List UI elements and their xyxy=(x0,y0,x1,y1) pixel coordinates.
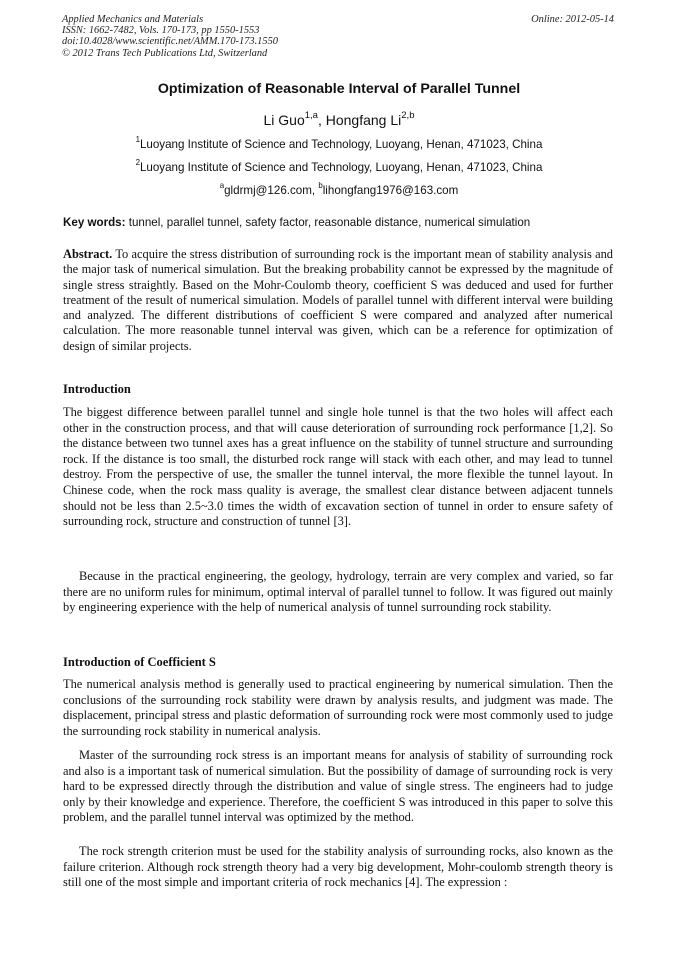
issn-line: ISSN: 1662-7482, Vols. 170-173, pp 1550-1553 xyxy=(62,25,260,37)
email-a[interactable]: gldrmj@126.com, xyxy=(224,184,319,197)
paper-title: Optimization of Reasonable Interval of Parallel Tunnel xyxy=(157,81,521,97)
email-b[interactable]: lihongfang1976@163.com xyxy=(322,184,459,197)
affiliation-1-text: Luoyang Institute of Science and Technology, Luoyang, Henan, 471023, China xyxy=(139,138,543,151)
affiliation-1-mark: 1 xyxy=(135,135,140,145)
abstract-label: Abstract. xyxy=(63,247,113,261)
coefficient-paragraph-1: The numerical analysis method is generally used to practical engineering by numerical simulation. Then the conclusions of the surrounding rock stability were drawn by analysis results, and judgment was made. The displacement, principal stress and plastic deformation of surrounding rock were most commonly used to judge the surrounding rock stability in numerical analysis. xyxy=(63,677,613,738)
author-1-affiliation-mark: 1,a xyxy=(304,110,318,122)
email-line xyxy=(0,181,678,197)
affiliation-1 xyxy=(0,135,678,151)
author-2: Hongfang Li xyxy=(325,112,402,128)
email-b-mark: b xyxy=(318,181,323,191)
author-separator: , xyxy=(317,112,326,128)
introduction-paragraph-1: The biggest difference between parallel tunnel and single hole tunnel is that the two holes will affect each other in the construction process, and that will cause deterioration of surrounding rock performance [1,2]. So the distance between two tunnel axes has a great influence on the stability of tunnel structure and surrounding rock. If the distance is too small, the disturbed rock range will stack with each other, and may lead to tunnel destroy. From the perspective of use, the smaller the tunnel interval, the more flexible the tunnel layout. In Chinese code, when the rock mass quality is average, the smallest clear distance between adjacent tunnels should not be less than 2.5~3.0 times the width of excavation section of tunnel in order to ensure safety of surrounding rock, structure and construction of tunnel [3]. xyxy=(63,405,613,529)
coefficient-heading: Introduction of Coefficient S xyxy=(63,655,216,669)
affiliation-2-text: Luoyang Institute of Science and Technology, Luoyang, Henan, 471023, China xyxy=(139,161,543,174)
abstract-text: To acquire the stress distribution of surrounding rock is the important mean of stability analysis and the major task of numerical simulation. But the breaking probability cannot be expressed by the magnitude of single stress straightly. Based on the Mohr-Coulomb theory, coefficient S was deduced and used for further treatment of the result of numerical simulation. Models of parallel tunnel with different interval were building and analyzed. The different distributions of coefficient S were compared and analyzed after numerical calculation. The more reasonable tunnel interval was given, which can be a reference for optimization of design of similar projects. xyxy=(63,247,613,353)
doi-line: doi:10.4028/www.scientific.net/AMM.170-173.1550 xyxy=(62,36,278,48)
email-a-mark: a xyxy=(219,181,225,191)
coefficient-paragraph-3: The rock strength criterion must be used for the stability analysis of surrounding rocks, also known as the failure criterion. Although rock strength theory had a very big development, Mohr-coulomb strength theory is still one of the most simple and important criteria of rock mechanics [4]. The expression : xyxy=(63,844,613,890)
introduction-heading: Introduction xyxy=(63,382,131,396)
affiliation-2 xyxy=(0,158,678,174)
author-line xyxy=(0,112,678,128)
journal-header xyxy=(62,14,278,59)
keywords-label: Key words: xyxy=(63,216,126,229)
keywords xyxy=(63,216,619,229)
online-date: Online: 2012-05-14 xyxy=(531,14,614,25)
copyright-line: © 2012 Trans Tech Publications Ltd, Switzerland xyxy=(62,47,268,59)
coefficient-paragraph-2: Master of the surrounding rock stress is an important means for analysis of stability of surrounding rock and also is a important task of numerical simulation. But the possibility of damage of surrounding rock is very hard to be expressed directly through the distribution and value of single stress. The engineers had to judge only by their knowledge and experience. Therefore, the coefficient S was introduced in this paper to solve this problem, and the parallel tunnel interval was optimized by the method. xyxy=(63,748,613,825)
journal-name: Applied Mechanics and Materials xyxy=(62,14,204,25)
keywords-text: tunnel, parallel tunnel, safety factor, reasonable distance, numerical simulation xyxy=(125,216,531,229)
author-1: Li Guo xyxy=(263,112,305,128)
abstract xyxy=(63,247,613,354)
introduction-paragraph-2: Because in the practical engineering, the geology, hydrology, terrain are very complex and varied, so far there are no uniform rules for minimum, optimal interval of parallel tunnel to follow. It was figured out mainly by engineering experience with the help of numerical analysis of tunnel surrounding rock stability. xyxy=(63,569,613,615)
author-2-affiliation-mark: 2,b xyxy=(401,110,415,122)
affiliation-2-mark: 2 xyxy=(135,158,140,168)
